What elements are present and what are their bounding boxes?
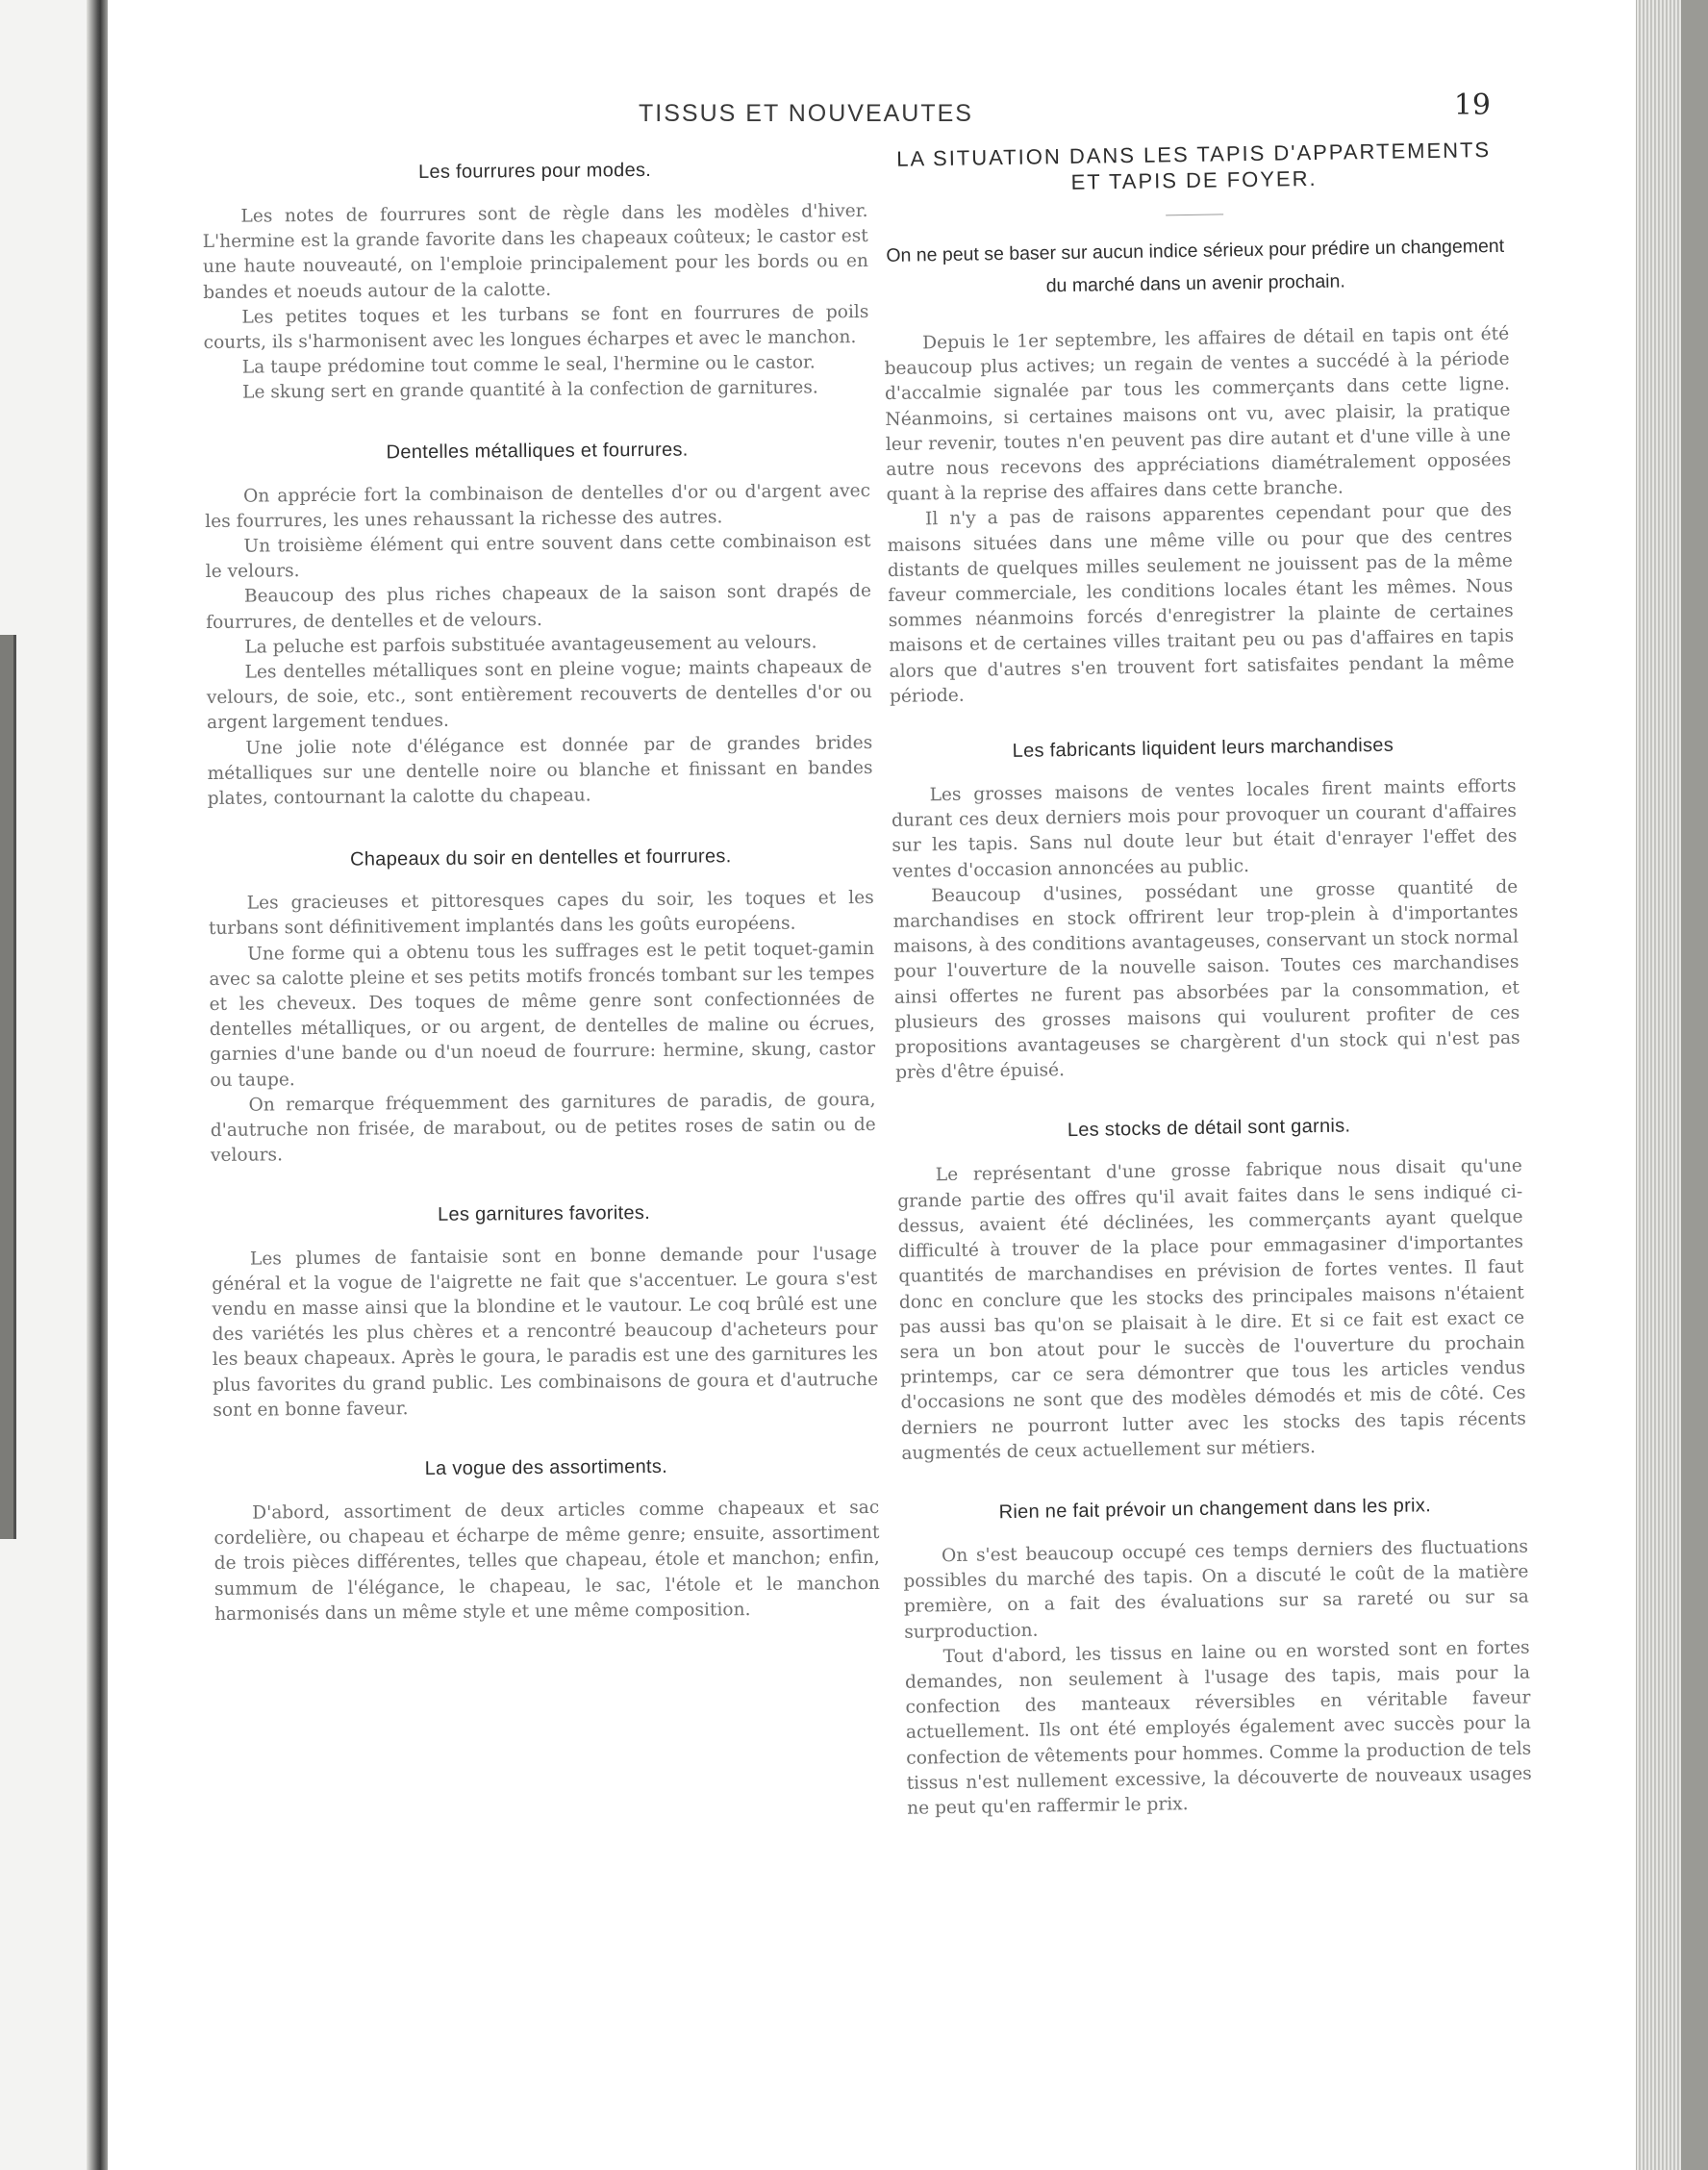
section-stocks [896,1113,1527,1467]
page-edges [1636,0,1681,2170]
paragraph: Le représentant d'une grosse fabrique nous disait qu'une grande partie des offres qu'il avait faites dans le sens indiqué ci-dessus, avaient été déclinées, les commerçants ayant quelque difficulté à trouver de la place pour emmagasiner d'importantes quantités de marchandises en prévision de fortes ventes. Il faut donc en conclure que les stocks des principales maisons n'étaient pas aussi bas qu'on se plaisait à le dire. Et si ce fait est exact ce sera un bon atout pour le succès de l'ouverture du prochain printemps, car ce sera démontrer que tous les articles vendus d'occasions ne sont que des modèles démodés et mis de côté. Ces derniers ne pourront lutter avec les stocks des tapis récents augmentés de ceux actuellement sur métiers. [897,1156,1527,1464]
section-heading: Les garnitures favorites. [437,1201,651,1225]
section-assortiments [214,1454,880,1628]
page-number: 19 [1453,88,1491,122]
paragraph: Beaucoup d'usines, possédant une grosse quantité de marchandises en stock offrirent leur trop-plein à d'importantes maisons, à des conditions avantageuses, conservant un stock normal pour l'ouverture de la nouvelle saison. Toutes ces marchandises ainsi offertes ne furent pas absorbées par la consommation, et plusieurs des grosses maisons qui voulurent profiter de ces propositions avantageuses se chargèrent d'un stock qui n'est pas près d'être épuisé. [892,876,1520,1084]
section-fourrures [202,158,869,407]
paragraph: La peluche est parfois substituée avantageusement au velours. [244,632,817,658]
article-title: LA SITUATION DANS LES TAPIS D'APPARTEMENTS ET TAPIS DE FOYER. [896,138,1492,194]
paragraph: On apprécie fort la combinaison de dentelles d'or ou d'argent avec les fourrures, les unes rehaussant la richesse des autres. [205,480,871,532]
paragraph: Les notes de fourrures sont de règle dans les modèles d'hiver. L'hermine est la grande favorite dans les chapeaux coûteux; le castor est une haute nouveauté, on l'emploie principalement pour les bords ou en bandes et noeuds autour de la calotte. [202,200,869,303]
paragraph: Beaucoup des plus riches chapeaux de la saison sont drapés de fourrures, de dentelles et de velours. [206,581,872,633]
paragraph: Les petites toques et les turbans se font en fourrures de poils courts, ils s'harmonisent avec les longues écharpes et avec le manchon. [203,301,869,354]
section-heading: Les fabricants liquident leurs marchandises [1012,734,1394,762]
paragraph: Une jolie note d'élégance est donnée par de grandes brides métalliques sur une dentelle noire ou blanche et finissant en bandes plates, contournant la calotte du chapeau. [207,732,873,810]
paragraph: Les dentelles métalliques sont en pleine vogue; maints chapeaux de velours, de soie, etc., sont entièrement recouverts de dentelles d'or ou argent largement tendues. [206,656,872,734]
section-fabricants [891,733,1521,1087]
paragraph: Les gracieuses et pittoresques capes du soir, les toques et les turbans sont définitivement implantés dans les goûts européens. [208,888,874,940]
binding-strip [0,635,16,1539]
paragraph: D'abord, assortiment de deux articles comme chapeaux et sac cordelière, ou chapeau et écharpe de même genre; ensuite, assortiment de trois pièces différentes, telles que chapeau, étole et manchon; enfin, summum de l'élégance, le chapeau, le sac, l'étole et le manchon harmonisés dans un même style et une même composition. [214,1497,880,1625]
paragraph: Les plumes de fantaisie sont en bonne demande pour l'usage général et la vogue de l'aigrette ne fait que s'accentuer. Le goura s'est vendu en masse ainsi que la blondine et le vautour. Le coq brûlé est une des variétés les plus chères et a rencontré beaucoup d'acheteurs pour les beaux chapeaux. Après le goura, le paradis est une des garnitures les plus favorites du grand public. Les combinaisons de goura et d'autruche sont en bonne faveur. [212,1243,879,1421]
paragraph: Depuis le 1er septembre, les affaires de détail en tapis ont été beaucoup plus actives; un regain de ventes a succédé à la période d'accalmie signalée par tous les commerçants dans cette ligne. Néanmoins, si certaines maisons ont vu, avec plaisir, la pratique leur revenir, toutes n'en peuvent pas dire autant et d'une ville à une autre nous recevons des appréciations diamétralement opposées quant à la reprise des affaires dans cette branche. [884,323,1512,506]
paragraph: Un troisième élément qui entre souvent dans cette combinaison est le velours. [205,530,871,583]
section-heading: La vogue des assortiments. [424,1455,668,1479]
section-heading: Les fourrures pour modes. [417,159,652,184]
section-chapeaux-soir [208,845,876,1169]
section-heading: Rien ne fait prévoir un changement dans les prix. [998,1495,1432,1524]
section-prix [902,1494,1532,1822]
section-heading: Dentelles métalliques et fourrures. [386,439,689,463]
title-rule [1166,214,1223,215]
paragraph: On remarque fréquemment des garnitures de paradis, de goura, d'autruche non frisée, de marabout, ou de petites roses de satin ou de velours. [210,1089,876,1167]
right-column [881,137,1532,1822]
article-subtitle: On ne peut se baser sur aucun indice sérieux pour prédire un changement du marché dans un avenir prochain. [886,235,1505,297]
running-title: TISSUS ET NOUVEAUTES [639,100,973,127]
section-heading: Les stocks de détail sont garnis. [1067,1115,1351,1142]
paragraph: La taupe prédomine tout comme le seal, l'hermine ou le castor. [241,352,816,378]
paragraph: Une forme qui a obtenu tous les suffrages est le petit toquet-gamin avec sa calotte pleine et ses petits motifs froncés tombant sur les tempes et les cheveux. Des toques de même genre sont confectionnées de dentelles métalliques, or ou argent, de dentelles de maline ou écrues, garnies d'une bande ou d'un noeud de fourrure: hermine, skung, castor ou taupe. [209,938,876,1091]
section-heading: Chapeaux du soir en dentelles et fourrures. [349,845,732,871]
left-column [202,158,880,1628]
paragraph: Tout d'abord, les tissus en laine ou en worsted sont en fortes demandes, non seulement à l'usage des tapis, mais pour la confection des manteaux réversibles en véritable faveur actuellement. Ils ont été employés également avec succès pour la confection de vêtements pour hommes. Comme la production de tels tissus n'est nullement excessive, la découverte de nouveaux usages ne peut qu'en raffermir le prix. [904,1637,1532,1819]
paragraph: On s'est beaucoup occupé ces temps derniers des fluctuations possibles du marché des tapis. On a discuté le coût de la matière première, on a fait des évaluations sur sa rareté ou sur sa surproduction. [903,1536,1529,1643]
paragraph: Les grosses maisons de ventes locales firent maints efforts durant ces deux derniers mois pour provoquer un courant d'affaires sur les tapis. Sans nul doute leur but était d'enrayer l'effet des ventes d'occasion annoncées au public. [891,775,1518,882]
section-dentelles [205,438,873,813]
paragraph: Il n'y a pas de raisons apparentes cependant pour que des maisons situées dans une même ville ou pour que des centres distants de quelques milles seulement ne jouissent pas de la même faveur commerciale, les conditions locales étant les mêmes. Nous sommes néanmoins forcés d'enregistrer la plainte de certaines maisons et de certaines villes traitant peu ou pas d'affaires en tapis alors que d'autres s'en trouvent fort satisfaites pendant la même période. [887,500,1515,707]
paragraph: Le skung sert en grande quantité à la confection de garnitures. [241,377,818,404]
section-garnitures [211,1199,878,1423]
